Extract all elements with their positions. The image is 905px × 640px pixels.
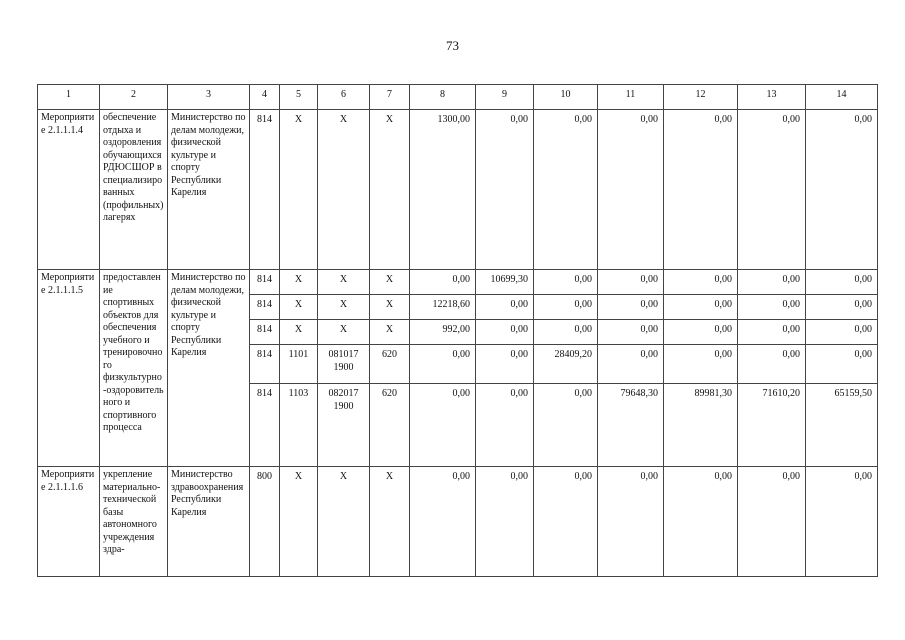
ministry-cell: Министерство здравоохранения Республики Карелия: [168, 467, 250, 577]
activity-cell: Мероприятие 2.1.1.1.4: [38, 110, 100, 270]
header-row: [38, 85, 878, 110]
data-cell: 0,00: [806, 345, 878, 384]
data-cell: X: [280, 467, 318, 577]
data-cell: 0,00: [410, 345, 476, 384]
data-cell: 65159,50: [806, 384, 878, 467]
column-header: 5: [280, 85, 318, 110]
column-header: 14: [806, 85, 878, 110]
data-cell: 814: [250, 345, 280, 384]
column-header: 7: [370, 85, 410, 110]
data-cell: 0,00: [476, 467, 534, 577]
ministry-cell: Министерство по делам молодежи, физической культуре и спорту Республики Карелия: [168, 110, 250, 270]
data-cell: X: [318, 110, 370, 270]
data-cell: 0,00: [476, 384, 534, 467]
data-cell: 814: [250, 295, 280, 320]
data-cell: 800: [250, 467, 280, 577]
column-header: 3: [168, 85, 250, 110]
column-header: 10: [534, 85, 598, 110]
column-header: 11: [598, 85, 664, 110]
data-cell: 082017 1900: [318, 384, 370, 467]
data-cell: 0,00: [806, 110, 878, 270]
data-cell: 12218,60: [410, 295, 476, 320]
data-cell: 0,00: [738, 110, 806, 270]
data-cell: 1103: [280, 384, 318, 467]
column-header: 6: [318, 85, 370, 110]
data-cell: 0,00: [476, 295, 534, 320]
page-number: 73: [446, 38, 459, 53]
column-header: 13: [738, 85, 806, 110]
column-header: 8: [410, 85, 476, 110]
description-cell: укрепление материально-технической базы автономного учреждения здра-: [100, 467, 168, 577]
data-cell: 0,00: [476, 320, 534, 345]
data-cell: X: [280, 110, 318, 270]
data-cell: X: [370, 320, 410, 345]
data-cell: 0,00: [598, 110, 664, 270]
data-cell: 1300,00: [410, 110, 476, 270]
data-cell: 0,00: [664, 110, 738, 270]
data-cell: X: [280, 320, 318, 345]
data-cell: 0,00: [476, 345, 534, 384]
data-cell: 081017 1900: [318, 345, 370, 384]
column-header: 1: [38, 85, 100, 110]
data-cell: 0,00: [738, 270, 806, 295]
table-row: [38, 467, 878, 577]
data-cell: 0,00: [664, 295, 738, 320]
data-cell: 0,00: [806, 320, 878, 345]
data-cell: 0,00: [664, 270, 738, 295]
data-cell: 814: [250, 384, 280, 467]
activity-cell: Мероприятие 2.1.1.1.6: [38, 467, 100, 577]
data-cell: 0,00: [806, 295, 878, 320]
data-cell: 0,00: [534, 295, 598, 320]
data-cell: X: [280, 295, 318, 320]
data-cell: X: [318, 295, 370, 320]
data-cell: 992,00: [410, 320, 476, 345]
data-cell: 0,00: [598, 467, 664, 577]
description-cell: предоставление спортивных объектов для обеспечения учебного и тренировочного физкультурно-оздоровительного и спортивного процесса: [100, 270, 168, 467]
data-cell: 814: [250, 110, 280, 270]
data-cell: 814: [250, 270, 280, 295]
data-cell: X: [370, 467, 410, 577]
data-cell: X: [370, 270, 410, 295]
data-cell: 0,00: [664, 467, 738, 577]
column-header: 12: [664, 85, 738, 110]
data-cell: 0,00: [664, 320, 738, 345]
table-row: [38, 110, 878, 270]
data-cell: X: [318, 270, 370, 295]
budget-table: [37, 84, 878, 577]
data-cell: 0,00: [598, 295, 664, 320]
data-cell: 0,00: [664, 345, 738, 384]
description-cell: обеспечение отдыха и оздоровления обучающихся РДЮСШОР в специализированных (профильных) лагерях: [100, 110, 168, 270]
data-cell: 0,00: [410, 384, 476, 467]
data-cell: 0,00: [738, 320, 806, 345]
table-body: [38, 85, 878, 577]
data-cell: 0,00: [598, 270, 664, 295]
data-cell: X: [370, 110, 410, 270]
table-row: [38, 270, 878, 295]
column-header: 4: [250, 85, 280, 110]
data-cell: 814: [250, 320, 280, 345]
data-cell: X: [318, 320, 370, 345]
data-cell: 0,00: [598, 320, 664, 345]
data-cell: 1101: [280, 345, 318, 384]
data-cell: 620: [370, 345, 410, 384]
data-cell: 0,00: [806, 270, 878, 295]
data-cell: 0,00: [476, 110, 534, 270]
column-header: 2: [100, 85, 168, 110]
data-cell: X: [370, 295, 410, 320]
data-cell: 89981,30: [664, 384, 738, 467]
column-header: 9: [476, 85, 534, 110]
data-cell: 0,00: [534, 110, 598, 270]
data-cell: 0,00: [738, 345, 806, 384]
data-cell: 0,00: [534, 467, 598, 577]
data-cell: 0,00: [534, 384, 598, 467]
data-cell: 71610,20: [738, 384, 806, 467]
data-cell: X: [280, 270, 318, 295]
data-cell: X: [318, 467, 370, 577]
ministry-cell: Министерство по делам молодежи, физической культуре и спорту Республики Карелия: [168, 270, 250, 467]
data-cell: 0,00: [598, 345, 664, 384]
data-cell: 0,00: [738, 467, 806, 577]
data-cell: 28409,20: [534, 345, 598, 384]
activity-cell: Мероприятие 2.1.1.1.5: [38, 270, 100, 467]
data-cell: 0,00: [534, 320, 598, 345]
data-cell: 0,00: [738, 295, 806, 320]
data-cell: 0,00: [410, 270, 476, 295]
data-cell: 0,00: [806, 467, 878, 577]
data-cell: 620: [370, 384, 410, 467]
data-cell: 0,00: [410, 467, 476, 577]
data-cell: 79648,30: [598, 384, 664, 467]
data-cell: 0,00: [534, 270, 598, 295]
data-cell: 10699,30: [476, 270, 534, 295]
